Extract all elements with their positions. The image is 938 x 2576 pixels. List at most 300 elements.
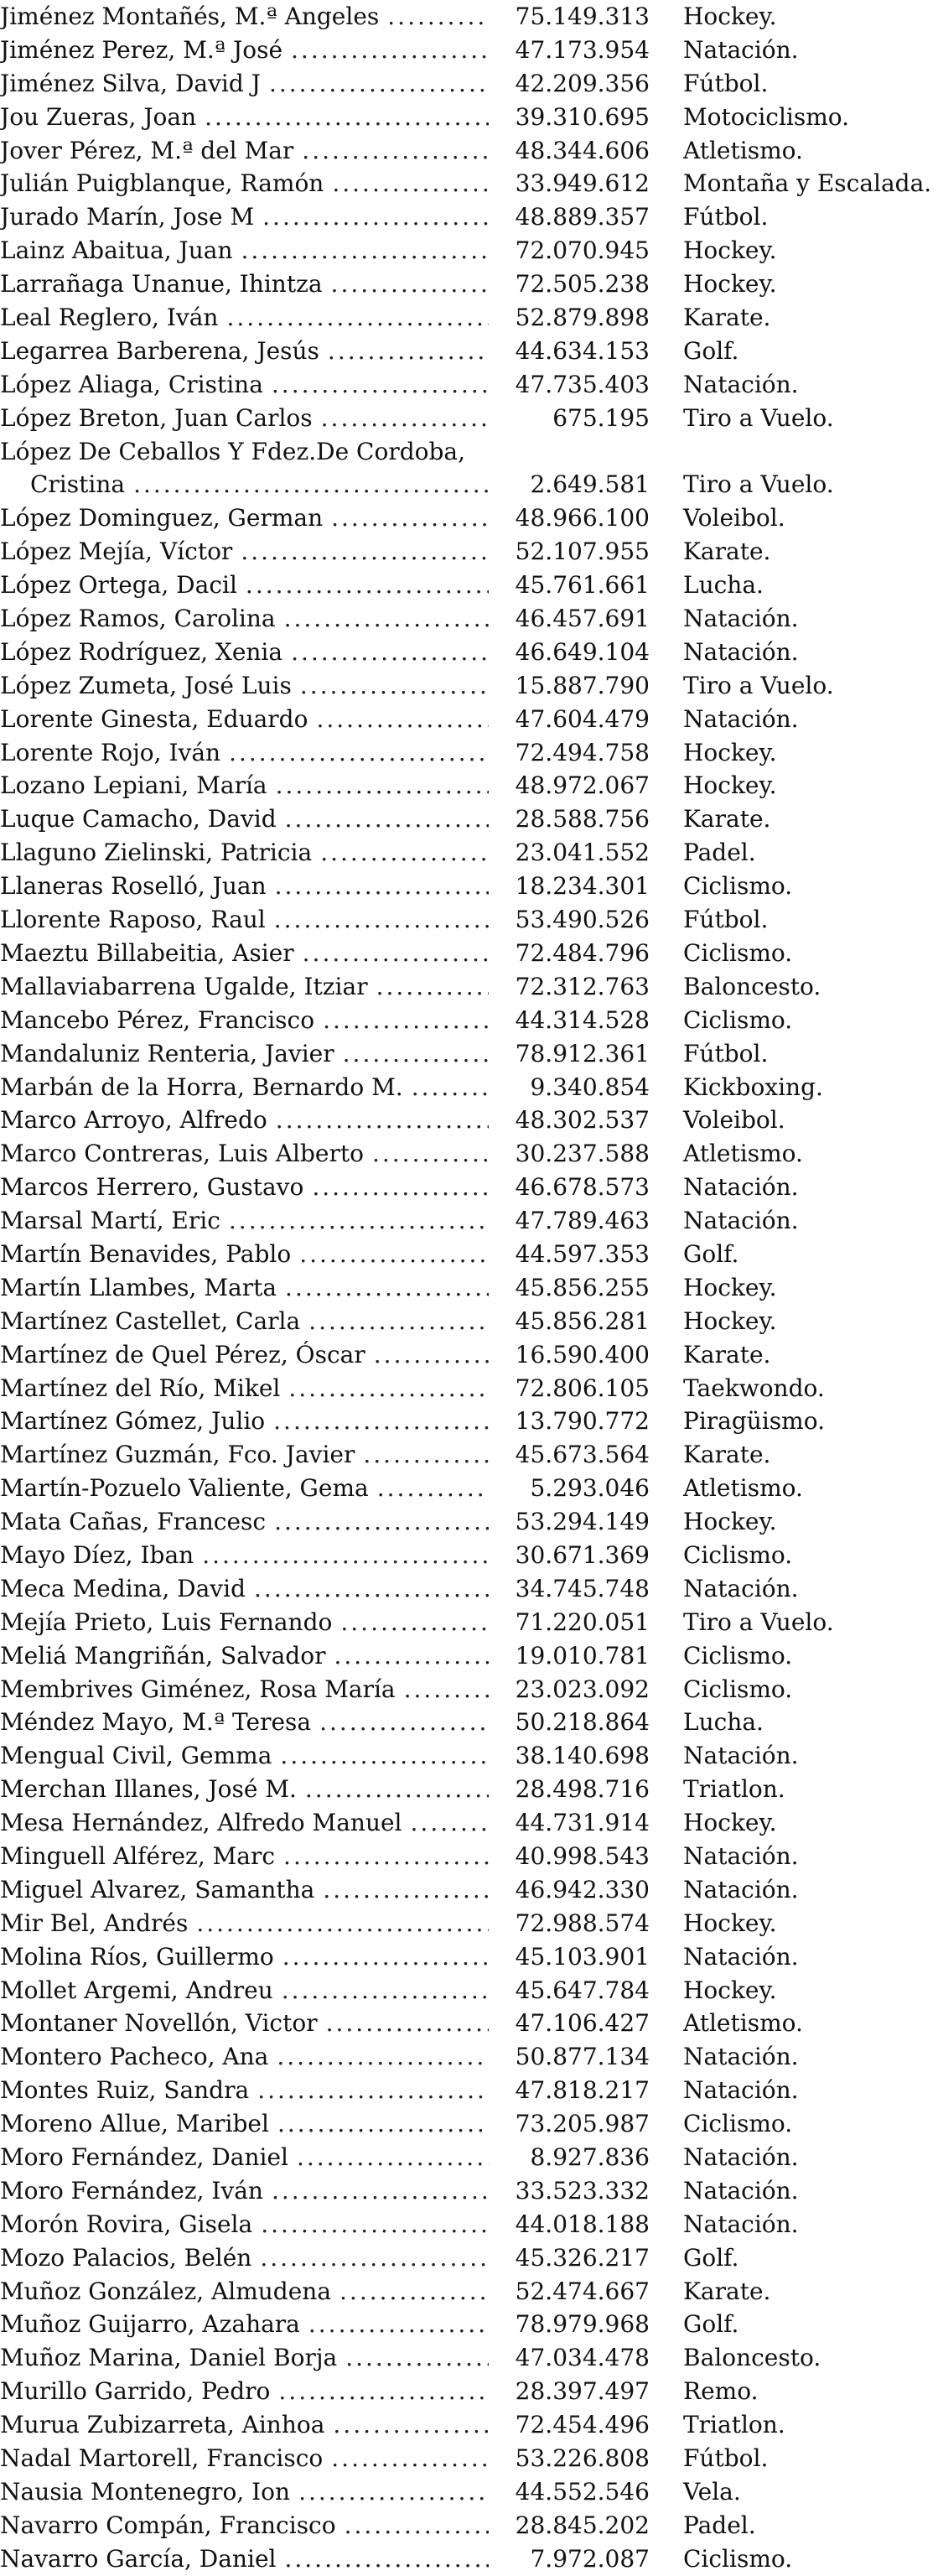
entry-name: Legarrea Barberena, Jesús: [0, 336, 319, 365]
dot-leader: [363, 1438, 489, 1472]
entry-name-cell: [0, 1204, 489, 1238]
list-item: [0, 569, 938, 602]
list-item: [0, 1372, 938, 1405]
entry-amount: 40.998.543: [515, 1841, 650, 1870]
entry-sport: Hockey.: [683, 3, 777, 30]
entry-name: Lainz Abaitua, Juan: [0, 236, 233, 265]
list-item: [0, 836, 938, 870]
entry-sport: Taekwondo.: [683, 1374, 825, 1402]
entry-sport: Ciclismo.: [683, 2110, 793, 2138]
list-item: [0, 2141, 938, 2174]
entry-name-cell: [0, 2442, 489, 2475]
entry-sport: Tiro a Vuelo.: [683, 671, 834, 699]
dot-leader: [339, 2275, 489, 2309]
entry-amount: 53.490.526: [515, 906, 650, 934]
entry-name-cell: [0, 1940, 489, 1974]
entry-name: Llorente Raposo, Raul: [0, 906, 266, 934]
entry-name-cell: [0, 2308, 489, 2341]
dot-leader: [276, 1104, 489, 1137]
dot-leader: [202, 1539, 489, 1572]
dot-leader: [229, 736, 489, 770]
list-item: [0, 1639, 938, 1673]
entry-sport: Hockey.: [683, 1273, 777, 1301]
dot-leader: [300, 669, 489, 703]
list-item: [0, 1405, 938, 1438]
entry-name: López Rodríguez, Xenia: [0, 637, 283, 666]
entry-name-cell: [0, 2475, 489, 2509]
entry-name-cell: [0, 1004, 489, 1037]
dot-leader: [288, 1372, 489, 1405]
entry-sport: Hockey.: [683, 1976, 777, 2004]
entry-amount: 72.484.796: [515, 938, 650, 967]
entry-sport: Ciclismo.: [683, 1675, 793, 1703]
entry-sport: Fútbol.: [683, 203, 769, 231]
entry-name: Jiménez Perez, M.ª José: [0, 35, 283, 64]
entry-name-cell: [0, 1271, 489, 1305]
dot-leader: [262, 200, 489, 234]
entry-sport: Natación.: [683, 35, 799, 64]
entry-name-cell: [0, 0, 489, 34]
entry-name-cell: [0, 1238, 489, 1271]
list-item: [0, 501, 938, 535]
dot-leader: [316, 703, 489, 736]
list-item: [0, 1171, 938, 1204]
entry-amount: 18.234.301: [515, 872, 650, 901]
dot-leader: [345, 2509, 489, 2542]
entry-sport: Ciclismo.: [683, 872, 793, 901]
entry-name: Moreno Allue, Maribel: [0, 2110, 269, 2138]
dot-leader: [411, 1806, 489, 1840]
entry-name-cell: [0, 501, 489, 535]
dot-leader: [280, 1739, 489, 1773]
list-item: [0, 2308, 938, 2341]
entry-name-cell: [0, 602, 489, 636]
dot-leader: [319, 1706, 489, 1739]
dot-leader: [305, 1773, 489, 1806]
entry-sport: Natación.: [683, 1207, 799, 1235]
entry-name: Mesa Hernández, Alfredo Manuel: [0, 1809, 402, 1837]
entry-name: Membrives Giménez, Rosa María: [0, 1675, 396, 1703]
entry-name: Jurado Marín, Jose M: [0, 203, 255, 231]
entry-name-cell: [0, 200, 489, 234]
entry-name: Marco Contreras, Luis Alberto: [0, 1140, 364, 1168]
entry-amount: 78.912.361: [515, 1039, 650, 1067]
list-item: [0, 335, 938, 368]
dot-leader: [269, 67, 489, 101]
dot-leader: [272, 2174, 489, 2208]
list-item: [0, 34, 938, 67]
entry-name-cell: [0, 903, 489, 937]
dot-leader: [274, 1505, 489, 1539]
entry-sport: Hockey.: [683, 270, 777, 299]
list-item: [0, 2275, 938, 2309]
entry-amount: 16.590.400: [515, 1340, 650, 1368]
entry-name-cell: [0, 802, 489, 836]
entry-amount: 44.597.353: [515, 1239, 650, 1268]
entry-name: Murillo Garrido, Pedro: [0, 2377, 271, 2406]
entry-sport: Golf.: [683, 2310, 739, 2339]
entry-name-cell: [0, 2509, 489, 2542]
entry-name-cell: [0, 267, 489, 301]
dot-leader: [332, 167, 489, 200]
dot-leader: [275, 870, 489, 903]
dot-leader: [298, 2475, 489, 2509]
entry-amount: 23.041.552: [515, 839, 650, 867]
entry-sport: Natación.: [683, 637, 799, 666]
entry-amount: 19.010.781: [515, 1641, 650, 1670]
entry-name: Navarro Compán, Francisco: [0, 2511, 336, 2539]
entry-name-cell: [0, 1405, 489, 1438]
dot-leader: [331, 2442, 489, 2475]
entry-amount: 44.634.153: [515, 336, 650, 365]
entry-sport: Padel.: [683, 2511, 756, 2539]
dot-leader: [297, 2141, 489, 2174]
dot-leader: [205, 101, 489, 134]
entry-name-cell: [0, 669, 489, 703]
entry-name: López Mejía, Víctor: [0, 538, 233, 566]
entry-name-cell: [0, 1472, 489, 1505]
entry-name: Llaneras Roselló, Juan: [0, 872, 267, 901]
dot-leader: [284, 2542, 489, 2576]
entry-amount: 48.972.067: [515, 771, 650, 800]
entry-amount: 48.889.357: [515, 203, 650, 231]
entry-amount: 48.966.100: [515, 504, 650, 532]
entry-sport: Remo.: [683, 2377, 759, 2406]
entry-name: Jiménez Montañés, M.ª Angeles: [0, 3, 380, 30]
entry-sport: Natación.: [683, 2210, 799, 2238]
list-item: [0, 1071, 938, 1104]
dot-leader: [274, 903, 489, 937]
entry-name: Cristina: [30, 470, 126, 499]
entry-name: Moro Fernández, Daniel: [0, 2143, 288, 2171]
dot-leader: [291, 636, 489, 669]
entry-sport: Natación.: [683, 1574, 799, 1602]
entry-name: Muñoz González, Almudena: [0, 2277, 332, 2305]
entry-name: Mayo Díez, Iban: [0, 1540, 194, 1569]
list-item: [0, 1739, 938, 1773]
entry-name: Miguel Alvarez, Samantha: [0, 1875, 315, 1903]
entry-name: Julián Puigblanque, Ramón: [0, 169, 324, 198]
entry-sport: Fútbol.: [683, 1039, 769, 1067]
list-item: [0, 970, 938, 1004]
list-item: [0, 301, 938, 335]
entry-name: Mollet Argemi, Andreu: [0, 1976, 273, 2004]
list-item: [0, 2475, 938, 2509]
entry-name-cell: [0, 2174, 489, 2208]
entry-name-cell: [0, 569, 489, 602]
list-item: [0, 2408, 938, 2442]
dot-leader: [308, 2308, 489, 2341]
entry-name-cell: [0, 1104, 489, 1137]
dot-leader: [257, 2074, 489, 2107]
list-item: [0, 1974, 938, 2007]
entry-amount: 45.761.661: [515, 571, 650, 600]
entry-name: Méndez Mayo, M.ª Teresa: [0, 1708, 312, 1737]
entry-amount: 39.310.695: [515, 102, 650, 131]
dot-leader: [229, 1204, 489, 1238]
entry-name-cell: [0, 1673, 489, 1706]
entry-sport: Voleibol.: [683, 1106, 785, 1135]
dot-leader: [285, 802, 489, 836]
list-item: [0, 1773, 938, 1806]
entry-sport: Karate.: [683, 1340, 771, 1368]
entry-name: Marco Arroyo, Alfredo: [0, 1106, 267, 1135]
entry-sport: Ciclismo.: [683, 1005, 793, 1034]
entry-name: Martín-Pozuelo Valiente, Gema: [0, 1474, 369, 1503]
entry-sport: Montaña y Escalada.: [683, 169, 932, 198]
entry-name: López Zumeta, José Luis: [0, 671, 292, 699]
entry-amount: 30.237.588: [515, 1140, 650, 1168]
entry-sport: Ciclismo.: [683, 1540, 793, 1569]
dot-leader: [260, 2241, 489, 2275]
entry-sport: Kickboxing.: [683, 1072, 823, 1101]
list-item: [0, 2375, 938, 2408]
entry-name-cell: [0, 1907, 489, 1940]
dot-leader: [320, 836, 489, 870]
dot-leader: [241, 234, 489, 267]
entry-amount: 42.209.356: [515, 69, 650, 97]
entry-name: Meca Medina, David: [0, 1574, 246, 1602]
dot-leader: [312, 1171, 489, 1204]
entry-amount: 44.314.528: [515, 1005, 650, 1034]
dot-leader: [299, 1238, 489, 1271]
entry-amount: 52.474.667: [515, 2277, 650, 2305]
dot-leader: [277, 2107, 489, 2141]
entry-sport: Motociclismo.: [683, 102, 850, 131]
dot-leader: [308, 1305, 489, 1338]
entry-name: Mozo Palacios, Belén: [0, 2243, 252, 2272]
dot-leader: [254, 1572, 489, 1606]
entry-name: Martín Benavides, Pablo: [0, 1239, 292, 1268]
entry-name: Navarro García, Daniel: [0, 2544, 277, 2573]
entry-name: Muñoz Marina, Daniel Borja: [0, 2344, 338, 2372]
entry-name-cell: [0, 535, 489, 569]
entry-name: Mir Bel, Andrés: [0, 1909, 189, 1937]
entry-name-cell: [30, 468, 489, 501]
list-item: [0, 368, 938, 402]
entry-sport: Tiro a Vuelo.: [683, 1607, 834, 1636]
entry-amount: 72.806.105: [515, 1374, 650, 1402]
list-item: [0, 134, 938, 168]
dot-leader: [282, 1974, 489, 2007]
dot-leader: [387, 0, 489, 34]
entry-amount: 44.552.546: [515, 2477, 650, 2506]
entry-sport: Baloncesto.: [683, 2344, 821, 2372]
list-item: [0, 2074, 938, 2107]
list-item: [0, 2509, 938, 2542]
entry-amount: 53.294.149: [515, 1508, 650, 1536]
entry-name: Molina Ríos, Guillermo: [0, 1942, 274, 1971]
entry-name-cell: [0, 34, 489, 67]
entry-name-cell: [0, 2107, 489, 2141]
entry-amount: 15.887.790: [515, 671, 650, 699]
entry-sport: Natación.: [683, 1875, 799, 1903]
entry-name: Jover Pérez, M.ª del Mar: [0, 136, 294, 164]
entry-amount: 72.988.574: [515, 1909, 650, 1937]
entry-sport: Hockey.: [683, 1306, 777, 1335]
list-item: [0, 1806, 938, 1840]
entry-amount: 45.673.564: [515, 1441, 650, 1469]
entry-amount: 675.195: [552, 403, 650, 432]
entry-amount: 53.226.808: [515, 2444, 650, 2473]
entry-name-cell: [0, 1171, 489, 1204]
dot-leader: [404, 1673, 489, 1706]
list-item: [0, 101, 938, 134]
entry-name-cell: [0, 301, 489, 335]
dot-leader: [284, 602, 489, 636]
entry-sport: Natación.: [683, 2176, 799, 2205]
entry-name-cell: [0, 2208, 489, 2241]
entry-sport: Atletismo.: [683, 136, 803, 164]
entry-amount: 44.018.188: [515, 2210, 650, 2238]
entry-name-cell: [0, 1773, 489, 1806]
entry-amount: 72.070.945: [515, 236, 650, 265]
list-item: [0, 903, 938, 937]
entry-name: Martínez Castellet, Carla: [0, 1306, 301, 1335]
dot-leader: [326, 2007, 489, 2040]
entry-sport: Natación.: [683, 1173, 799, 1202]
entry-name-cell: [0, 703, 489, 736]
entry-name-cell: [0, 435, 489, 469]
entry-name-cell: [0, 636, 489, 669]
list-item: [0, 1606, 938, 1639]
entry-name: Montaner Novellón, Victor: [0, 2009, 318, 2038]
entry-name-cell: [0, 1739, 489, 1773]
entry-sport: Natación.: [683, 1742, 799, 1770]
entry-name-cell: [0, 1137, 489, 1171]
list-item: [0, 802, 938, 836]
entry-amount: 34.745.748: [515, 1574, 650, 1602]
dot-leader: [302, 134, 489, 168]
entry-amount: 71.220.051: [515, 1607, 650, 1636]
entry-amount: 46.942.330: [515, 1875, 650, 1903]
entry-amount: 45.326.217: [515, 2243, 650, 2272]
dot-leader: [340, 1606, 489, 1639]
entry-sport: Natación.: [683, 2143, 799, 2171]
entry-name-cell: [0, 1639, 489, 1673]
entry-name: Lozano Lepiani, María: [0, 771, 267, 800]
entry-name: Mengual Civil, Gemma: [0, 1742, 272, 1770]
entry-sport: Hockey.: [683, 1909, 777, 1937]
entry-sport: Natación.: [683, 605, 799, 633]
entry-name-cell: [0, 1071, 489, 1104]
entry-name: Martín Llambes, Marta: [0, 1273, 277, 1301]
list-item: [0, 1840, 938, 1873]
list-item: [0, 736, 938, 770]
entry-amount: 38.140.698: [515, 1742, 650, 1770]
entry-amount: 73.205.987: [515, 2110, 650, 2138]
dot-leader: [276, 769, 489, 802]
list-item: [0, 535, 938, 569]
entry-name: López De Ceballos Y Fdez.De Cordoba,: [0, 437, 466, 465]
list-item: [0, 937, 938, 970]
entry-sport: Ciclismo.: [683, 2544, 793, 2573]
entry-amount: 47.604.479: [515, 704, 650, 733]
entry-sport: Natación.: [683, 704, 799, 733]
entry-sport: Golf.: [683, 336, 739, 365]
entry-name: Merchan Illanes, José M.: [0, 1775, 297, 1804]
list-item: [0, 769, 938, 802]
list-item: [0, 1539, 938, 1572]
entry-amount: 44.731.914: [515, 1809, 650, 1837]
dot-leader: [278, 2375, 489, 2408]
entry-amount: 23.023.092: [515, 1675, 650, 1703]
entry-name: Murua Zubizarreta, Ainhoa: [0, 2411, 325, 2439]
entry-name: Jiménez Silva, David J: [0, 69, 261, 97]
entry-name: Luque Camacho, David: [0, 805, 277, 834]
entry-name-cell: [0, 368, 489, 402]
entry-sport: Natación.: [683, 2043, 799, 2071]
entry-name: Lorente Ginesta, Eduardo: [0, 704, 308, 733]
list-item: [0, 2107, 938, 2141]
list-item: [0, 2007, 938, 2040]
entry-sport: Hockey.: [683, 1508, 777, 1536]
entry-name: Marcos Herrero, Gustavo: [0, 1173, 304, 1202]
entry-name: Moro Fernández, Iván: [0, 2176, 263, 2205]
entry-amount: 47.735.403: [515, 370, 650, 398]
dot-leader: [374, 1338, 489, 1372]
entry-name-cell: [0, 1338, 489, 1372]
entry-sport: Hockey.: [683, 738, 777, 766]
entry-name-cell: [0, 335, 489, 368]
entry-name: Mata Cañas, Francesc: [0, 1508, 267, 1536]
list-item: [0, 167, 938, 200]
entry-name: López Dominguez, German: [0, 504, 324, 532]
entry-name: Marbán de la Horra, Bernardo M.: [0, 1072, 403, 1101]
list-item: [0, 602, 938, 636]
entry-name-cell: [0, 1438, 489, 1472]
entry-name-cell: [0, 1806, 489, 1840]
entry-name: Meliá Mangriñán, Salvador: [0, 1641, 326, 1670]
entry-name-cell: [0, 1505, 489, 1539]
list-item: [0, 1004, 938, 1037]
entry-name: Mancebo Pérez, Francisco: [0, 1005, 315, 1034]
entry-name-cell: [0, 736, 489, 770]
dot-leader: [241, 535, 489, 569]
entry-name-cell: [0, 1706, 489, 1739]
entry-name: Lorente Rojo, Iván: [0, 738, 221, 766]
entry-amount: 45.103.901: [515, 1942, 650, 1971]
entry-amount: 2.649.581: [530, 470, 650, 499]
entry-name-cell: [0, 2341, 489, 2375]
list-item: [0, 200, 938, 234]
entry-amount: 50.218.864: [515, 1708, 650, 1737]
entry-sport: Hockey.: [683, 771, 777, 800]
dot-leader: [321, 402, 489, 435]
entry-sport: Padel.: [683, 839, 756, 867]
entry-name: Martínez Gómez, Julio: [0, 1407, 266, 1436]
entry-amount: 28.498.716: [515, 1775, 650, 1804]
dot-leader: [226, 301, 489, 335]
entry-amount: 72.454.496: [515, 2411, 650, 2439]
entry-amount: 48.302.537: [515, 1106, 650, 1135]
entry-sport: Karate.: [683, 805, 771, 834]
entry-name: Martínez del Río, Mikel: [0, 1374, 281, 1402]
entry-sport: Natación.: [683, 1841, 799, 1870]
entry-sport: Ciclismo.: [683, 938, 793, 967]
entry-name-cell: [0, 2007, 489, 2040]
list-item: [0, 1706, 938, 1739]
dot-leader: [246, 569, 489, 602]
entry-name-cell: [0, 1873, 489, 1907]
dot-leader: [303, 937, 489, 970]
entry-amount: 72.505.238: [515, 270, 650, 299]
entry-name-cell: [0, 2040, 489, 2074]
list-item: [0, 2442, 938, 2475]
dot-leader: [277, 2040, 489, 2074]
entry-sport: Natación.: [683, 1942, 799, 1971]
list-item: [0, 1104, 938, 1137]
